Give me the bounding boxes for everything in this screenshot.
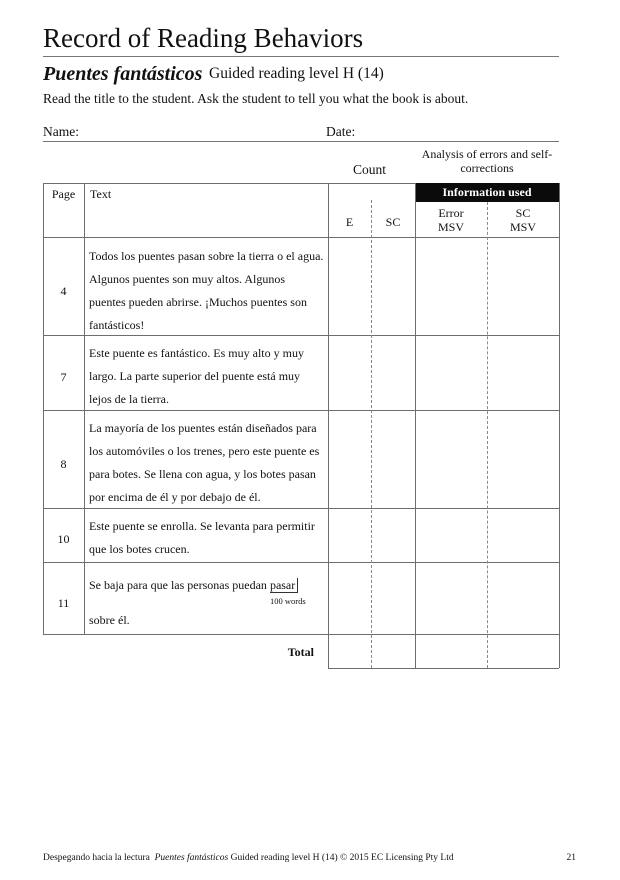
instruction-text: Read the title to the student. Ask the student to tell you what the book is about. [43,91,469,106]
table-left-line [43,183,44,634]
sc-msv-line2: MSV [509,220,536,234]
passage-text-before-mark: Se baja para que las personas puedan [89,578,267,592]
name-label: Name: [43,124,79,139]
total-bottom-line [328,668,559,669]
table-right-line [559,183,560,668]
footer-book-title: Puentes fantásticos [154,853,229,863]
footer-series: Despegando hacia la lectura [43,853,150,863]
row-page-number: 11 [57,596,70,610]
name-date-line [43,141,559,142]
count-label: Count [353,162,387,177]
row-passage-text: Este puente se enrolla. Se levanta para permitir que los botes crucen. [89,519,315,556]
row-page-number: 7 [60,370,67,384]
e-sc-divider [371,200,372,668]
analysis-label: Analysis of errors and self-corrections [421,147,553,175]
page-column-line [84,183,85,634]
row-page-number: 8 [60,457,67,471]
error-msv-line1: Error [438,206,464,220]
page-header: Page [51,187,76,201]
msv-divider [487,202,488,668]
footer-credit [43,852,454,864]
footer-copyright: Guided reading level H (14) © 2015 EC Licensing Pty Ltd [230,853,454,863]
text-column-line [328,183,329,668]
count-top-line [328,183,415,184]
row-line [43,634,559,635]
total-label: Total [287,645,314,659]
title-divider [43,56,559,57]
book-title: Puentes fantásticos [43,63,203,85]
header-bottom-line [43,237,559,238]
word-count-marker: pasar [270,578,298,593]
row-passage-text-continued: sobre él. [89,613,130,627]
page-title: Record of Reading Behaviors [43,23,364,53]
sc-header: SC [385,215,401,229]
e-header: E [345,215,354,229]
row-passage-text: Este puente es fantástico. Es muy alto y muy largo. La parte superior del puente está muy lejos de la tierra. [89,346,304,406]
sc-msv-line1: SC [515,206,531,220]
word-count-note: 100 words [270,596,306,606]
guided-reading-level: Guided reading level H (14) [209,65,384,82]
row-line [43,562,559,563]
page-number: 21 [566,853,576,863]
text-header: Text [90,187,112,201]
row-passage-text: La mayoría de los puentes están diseñados para los automóviles o los trenes, pero este puente es para botes. Se llena con agua, y los botes pasan por encima de él y por debajo de él. [89,421,320,504]
error-msv-header [415,206,487,234]
row-passage-text [89,574,324,597]
sc-msv-header [487,206,559,234]
error-msv-line2: MSV [437,220,464,234]
row-passage-text: Todos los puentes pasan sobre la tierra o el agua. Algunos puentes son muy altos. Algunos puentes pueden abrirse. ¡Muchos puentes son fantásticos! [89,249,324,332]
row-page-number: 4 [60,284,67,298]
table-top-line [43,183,328,184]
count-column-line [415,183,416,668]
information-used-banner: Information used [415,183,559,202]
row-page-number: 10 [57,532,70,546]
date-label: Date: [326,124,356,139]
